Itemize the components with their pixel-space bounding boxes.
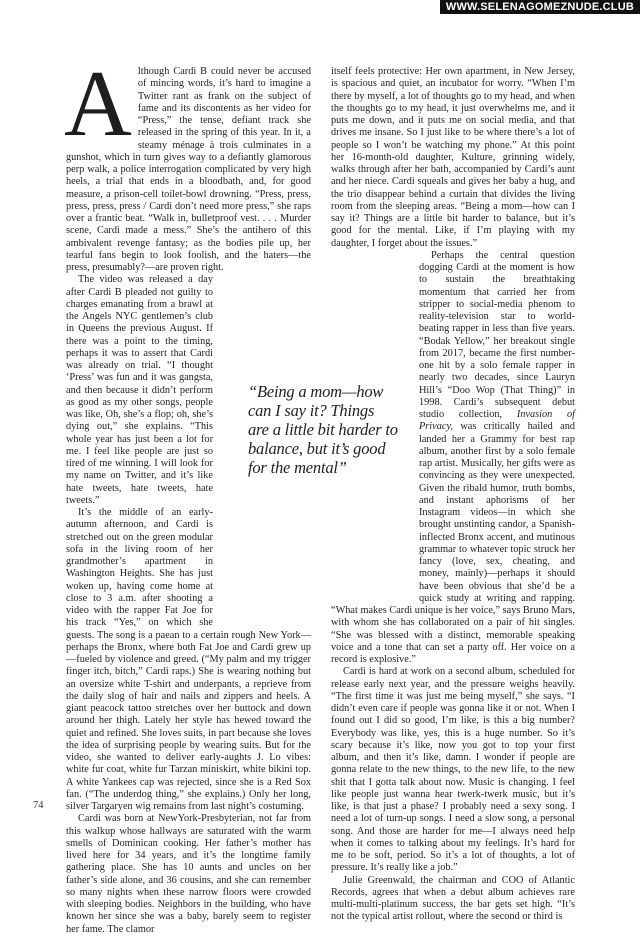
page-number: 74: [33, 800, 44, 811]
paragraph-3: It’s the middle of an early-autumn afternoon, and Cardi is stretched out on the green modular sofa in the living room of her grandmother’s apartment in Washington Heights. She has just woken up, having come home at close to 3 a.m. after shooting a video with the rapper Fat Joe for his track “Yes,” on which she guests. The song is a paean to a certain rough New York—perhaps the Bronx, where both Fat Joe and Cardi grew up—fueled by violence and greed. (“My palm and my trigger finger itch, bitch,” Cardi raps.) She is wearing nothing but an oversize white T-shirt and underpants, a reprieve from the daily slog of hair and nails and zippers and heels. A giant peacock tattoo stretches over her buttock and down around her thigh. Lately her style has hewed toward the quiet and refined. She loves suits, in part because she loves the idea of surprising people by wearing suits. But for the video, she wanted to deliver early-aughts J. Lo vibes: white fur coat, white fur Tarzan miniskirt, white bikini top. A white Yankees cap was rejected, since she is a Red Sox fan. (“The underdog thing,” she explains.) Only her long, silver Targaryen wig remains from last night’s costuming.: [66, 507, 311, 812]
paragraph-2: The video was released a day after Cardi B pleaded not guilty to charges emanating from a brawl at the Angels NYC gentlemen’s club in Queens the previous August. If there was a point to the timing, perhaps it was to assert that Cardi was already on trial. “I thought ‘Press’ was fun and it was gangsta, and then because it didn’t perform as good as my other songs, people was like, Oh, she’s a flop; oh, she’s dying out,” she explains. “This whole year has just been a lot for me. I feel like people are just so tired of me winning. I will look for my name on Twitter, and it’s like hate tweets, hate tweets, hate tweets.”: [66, 274, 311, 507]
article-right-column: [331, 66, 575, 924]
watermark: WWW.SELENAGOMEZNUDE.CLUB: [440, 0, 640, 14]
paragraph-5: itself feels protective: Her own apartment, in New Jersey, is spacious and quiet, an incubator for worry. “When I’m there by myself, a lot of thoughts go to my head, and when the thoughts go to my head, it just overwhelms me, and it puts me down, and it puts me on social media, and that drives me insane. So I just like to be where there’s a lot of people so I won’t be watching my phone.” At this point her 16-month-old daughter, Kulture, grinning widely, walks through after her bath, accompanied by Cardi’s aunt and her niece. Cardi squeals and gives her baby a hug, and the trio disappear behind a curtain that divides the living room from the sleeping areas. “Being a mom—how can I say it? Things are a little bit harder to balance, but it’s good for the mental. Like, if I’m playing with my daughter, I forget about the issues.”: [331, 66, 575, 249]
paragraph-1: Although Cardi B could never be accused of mincing words, it’s hard to imagine a Twitter rant as frank on the subject of fame and its discontents as her video for “Press,” the tense, defiant track she released in the spring of this year. In it, a steamy ménage à trois culminates in a gunshot, which in turn gives way to a defiantly glamorous perp walk, a police interrogation complicated by very high heels, a trial that ends in a bloodbath, and, for good measure, a prison-cell toilet-bowl drowning. “Press, press, press, press, press / Cardi don’t need more press,” she raps over a frantic beat. “Walk in, bulletproof vest. . . . Murder scene, Cardi made a mess.” She’s the antihero of this ambivalent revenge fantasy; as the bodies pile up, her tearful fans begin to look foolish, and the haters—the press, presumably?—are proven right.: [64, 52, 311, 273]
paragraph-8: Julie Greenwald, the chairman and COO of Atlantic Records, agrees that when a debut album achieves rare multi-multi-platinum success, the bar gets set high. “It’s not the typical artist rollout, where the second or third is: [331, 874, 575, 923]
paragraph-6: Perhaps the central question dogging Cardi at the moment is how to sustain the breathtaking momentum that carried her from stripper to social-media phenom to reality-television star to world-beating rapper in less than five years. “Bodak Yellow,” her breakout single from 2017, became the first number-one hit by a solo female rapper in nearly two decades, since Lauryn Hill’s “Doo Wop (That Thing)” in 1998. Cardi’s subsequent debut studio collection, Invasion of Privacy, was critically hailed and landed her a Grammy for best rap album, another first by a solo female rap artist. Musically, her gifts were as convincing as they were unexpected. Given the ribald humor, truth bombs, and instant aphorisms of her Instagram videos—in which she brought unstinting candor, a Spanish-inflected Bronx accent, and mutinous grammar to whatever topic struck her fancy (love, sex, cheating, and money, mainly)—perhaps it should have been obvious that she’d be a quick study at writing and rapping. “What makes Cardi unique is her voice,” says Bruno Mars, with whom she has collaborated on a pair of hit singles. “She was blessed with a distinct, memorable speaking voice and a tone that can set a party off. Her voice on a record is explosive.”: [331, 249, 576, 665]
paragraph-7: Cardi is hard at work on a second album, scheduled for release early next year, and the pressure weighs heavily. “The first time it was just me being myself,” she says. “I didn’t even care if people was gonna like it or not. When I found out I did so good, I’m like, is this a big number? Everybody was like, yes, this is a huge number. So it’s scary because it’s like, now you got to top your first album, and then it’s like, damn. I wonder if people are gonna relate to the new things, to the new life, to the new shit that I gotta talk about now. Music is changing. I feel like people just wanna hear twerk-twerk music, but it’s like, is that just a phase? I probably need a sexy song. I need a lot of turn-up songs. I need a slow song, a personal song. And those are harder for me—I always need help when it comes to talking about my feelings. It’s hard for me to be soft, period. So it’s a lot of thoughts, a lot of pressure. It’s really like a job.”: [331, 666, 575, 874]
paragraph-4: Cardi was born at NewYork-Presbyterian, not far from this walkup whose hallways are saturated with the warm smells of Dominican cooking. Her father’s mother has lived here for 34 years, and it’s the longtime family gathering place. She has 10 aunts and uncles on her father’s side alone, and 36 cousins, and she can remember so many nights when these narrow floors were crowded with sleeping bodies. Neighbors in the building, who have known her since she was a baby, barely seem to register her fame. The clamor: [66, 813, 311, 935]
pull-quote: “Being a mom—how can I say it? Things are a little bit harder to balance, but it’s good for the mental”: [248, 382, 398, 477]
drop-cap: A: [64, 52, 132, 156]
article-left-column: [64, 52, 311, 936]
